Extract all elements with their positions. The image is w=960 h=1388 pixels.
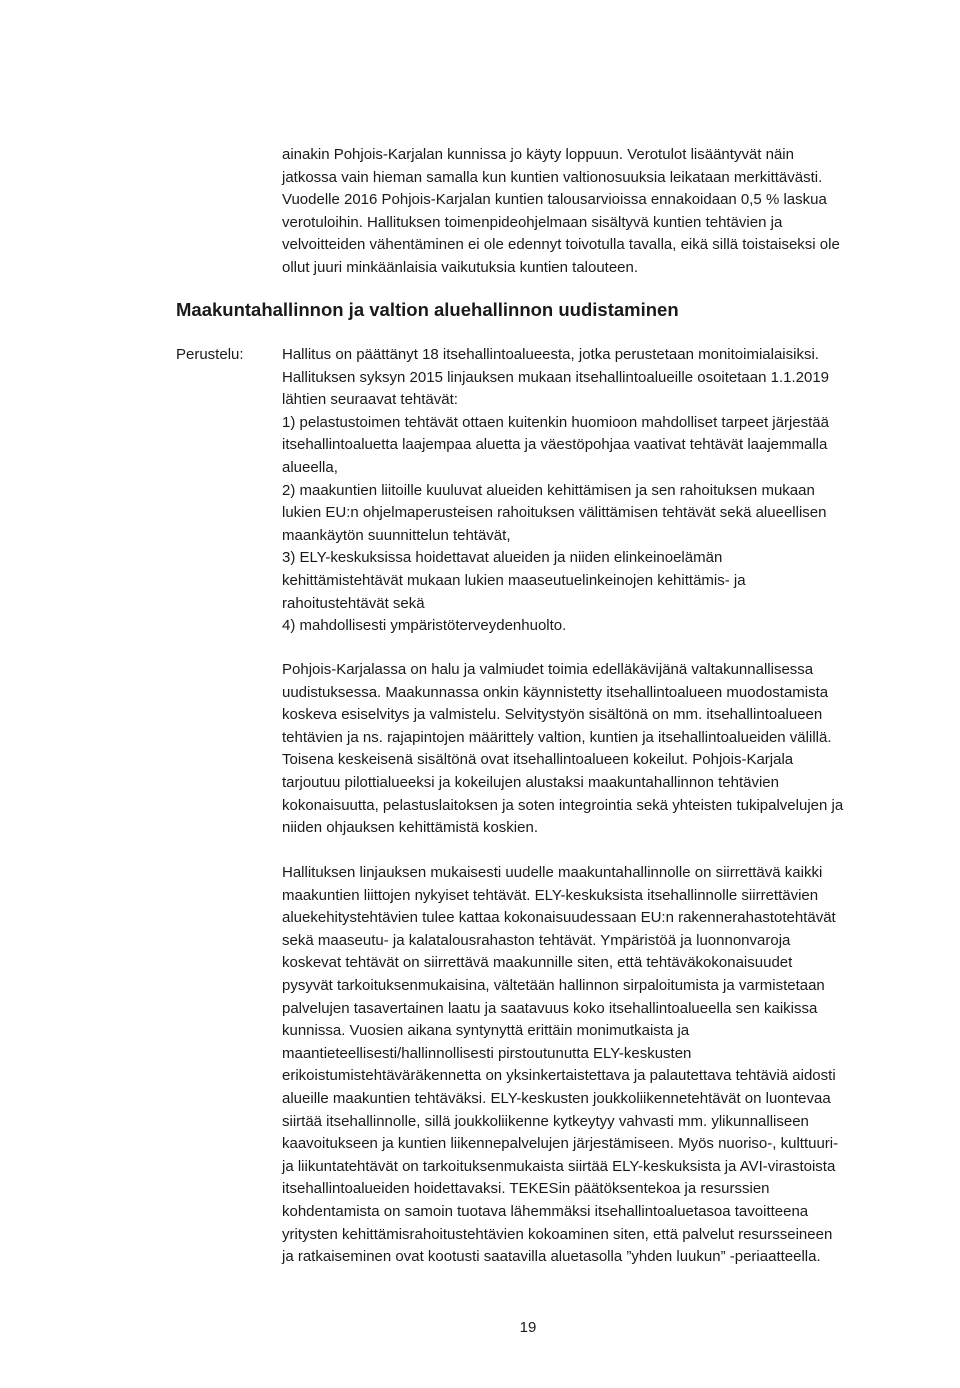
text-line: yritysten kehittämisrahoitustehtävien kokoaminen siten, että palvelut resursseineen [282,1225,833,1243]
page-number: 19 [519,1319,537,1336]
section-paragraph-2 [282,659,887,840]
text-line: Hallituksen linjauksen mukaisesti uudelle maakuntahallinnolle on siirrettävä kaikki [282,864,823,881]
text-line: ja ratkaiseminen ovat kootusti saatavilla aluetasolla ”yhden luukun” -periaatteella. [282,1248,821,1266]
text-line: erikoistumistehtäväräkennetta on yksinkertaistettava ja palautettava tehtäviä aidosti [282,1067,836,1085]
section-paragraph-1 [282,344,887,638]
text-line: Toisena keskeisenä sisältönä ovat itsehallintoalueen kokeilut. Pohjois-Karjala [282,751,794,769]
text-line: 4) mahdollisesti ympäristöterveydenhuolto. [282,617,567,635]
text-line: 1) pelastustoimen tehtävät ottaen kuitenkin huomioon mahdolliset tarpeet järjestää [282,413,829,431]
section-heading: Maakuntahallinnon ja valtion aluehallinnon uudistaminen [176,299,679,320]
intro-paragraph [282,144,887,280]
text-line: kunnissa. Vuosien aikana syntynyttä erittäin monimutkaista ja [282,1022,690,1040]
text-line: niiden ohjauksen kehittämistä koskien. [282,819,538,837]
text-line: kohdentamista on samoin tuotava lähemmäksi itsehallintoaluetasoa tavoitteena [282,1202,809,1220]
text-line: alueille maakuntien tehtäväksi. ELY-keskusten joukkoliikennetehtävät on luontevaa [282,1089,831,1107]
text-line: kaavoitukseen ja kuntien liikennepalvelujen järjestämiseen. Myös nuoriso-, kulttuuri- [282,1135,839,1153]
text-line: itsehallintoalueiden hoidettavaksi. TEKESin päätöksentekoa ja resurssien [282,1180,770,1198]
text-line: Hallituksen syksyn 2015 linjauksen mukaan itsehallintoalueille osoitetaan 1.1.2019 [282,368,830,386]
text-line: sekä maaseutu- ja kalatalousrahaston tehtävät. Ympäristöä ja luonnonvaroja [282,931,791,949]
text-line: ainakin Pohjois-Karjalan kunnissa jo käyty loppuun. Verotulot lisääntyvät näin [282,146,794,163]
text-line: rahoitustehtävät sekä [282,594,425,612]
section-paragraph-3 [282,862,887,1269]
text-line: aluekehitystehtävien tulee kattaa kokonaisuudessaan EU:n rakennerahastotehtävät [282,909,836,927]
text-line: verotuloihin. Hallituksen toimenpideohjelmaan sisältyvä kuntien tehtävien ja [282,213,783,231]
text-line: koskevat tehtävät on siirrettävä maakunnille siten, että tehtäväkokonaisuudet [282,954,793,972]
text-line: jatkossa vain hieman samalla kun kuntien valtionosuuksia leikataan merkittävästi. [282,168,823,186]
text-line: kokonaisuutta, pelastuslaitoksen ja soten integrointia sekä yhteisten tukipalvelujen ja [282,796,844,814]
text-line: maakuntien liittojen nykyiset tehtävät. ELY-keskuksista itsehallinnolle siirrettävien [282,886,819,904]
text-line: 3) ELY-keskuksissa hoidettavat alueiden ja niiden elinkeinoelämän [282,549,723,567]
text-line: Vuodelle 2016 Pohjois-Karjalan kuntien talousarvioissa ennakoidaan 0,5 % laskua [282,191,827,209]
text-line: lukien EU:n ohjelmaperusteisen rahoituksen välittämisen tehtävät sekä alueellisen [282,504,827,522]
text-line: koskeva esiselvitys ja valmistelu. Selvitystyön sisältönä on mm. itsehallintoalueen [282,706,823,724]
text-line: Hallitus on päättänyt 18 itsehallintoalueesta, jotka perustetaan monitoimialaisiksi. [282,346,819,363]
text-line: uudistuksessa. Maakunnassa onkin käynnistetty itsehallintoalueen muodostamista [282,683,829,701]
text-line: maankäytön suunnittelun tehtävät, [282,526,511,544]
text-line: Pohjois-Karjalassa on halu ja valmiudet toimia edelläkävijänä valtakunnallisessa [282,661,814,678]
text-line: tarjoutuu pilottialueeksi ja kokeilujen alustaksi maakuntahallinnon tehtävien [282,773,779,791]
text-line: ollut juuri minkäänlaisia vaikutuksia kuntien talouteen. [282,258,639,276]
text-line: ja liikuntatehtävät on tarkoituksenmukaista siirtää ELY-keskuksista ja AVI-virastoista [282,1157,836,1175]
text-line: lähtien seuraavat tehtävät: [282,391,458,409]
text-line: itsehallintoaluetta laajempaa aluetta ja väestöpohjaa vaativat tehtävät laajemmalla [282,436,828,454]
text-line: tehtävien ja ns. rajapintojen määrittely valtion, kuntien ja itsehallintoalueiden välillä. [282,728,832,746]
text-line: siirtää itsehallinnolle, sillä joukkoliikenne kytkeytyy vahvasti mm. ylikunnalliseen [282,1112,809,1130]
text-line: kehittämistehtävät mukaan lukien maaseutuelinkeinojen kehittämis- ja [282,571,746,589]
text-line: pysyvät tarkoituksenmukaisina, vältetään hallinnon sirpaloitumista ja varmistetaan [282,976,825,994]
text-line: 2) maakuntien liitoille kuuluvat alueiden kehittämisen ja sen rahoituksen mukaan [282,481,815,499]
perustelu-label: Perustelu: [176,346,244,363]
text-line: palvelujen tasavertainen laatu ja saatavuus koko itsehallintoalueella sen kaikissa [282,999,818,1017]
text-line: velvoitteiden vähentäminen ei ole edennyt toivotulla tavalla, eikä sillä toistaiseksi ole [282,236,840,254]
text-line: alueella, [282,458,338,476]
text-line: maantieteellisesti/hallinnollisesti pirstoutunutta ELY-keskusten [282,1044,692,1062]
